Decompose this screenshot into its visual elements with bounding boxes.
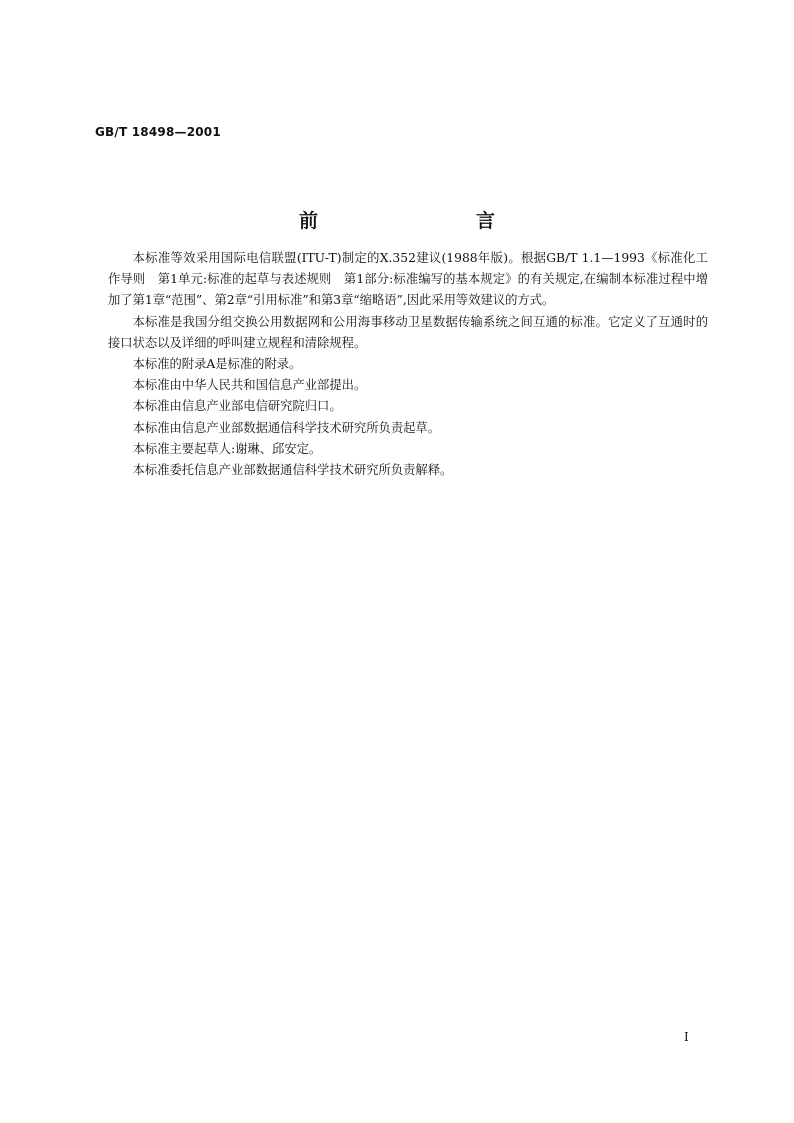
paragraph-scope: 本标准是我国分组交换公用数据网和公用海事移动卫星数据传输系统之间互通的标准。它定义了互通时的接口状态以及详细的呼叫建立规程和清除规程。 (108, 314, 708, 350)
paragraph-proposed-by: 本标准由中华人民共和国信息产业部提出。 (132, 378, 367, 393)
standard-code: GB/T 18498—2001 (95, 125, 221, 139)
page-number: I (684, 1030, 689, 1044)
paragraph-interpretation: 本标准委托信息产业部数据通信科学技术研究所负责解释。 (132, 463, 453, 478)
paragraph-drafters: 本标准主要起草人:谢琳、邱安定。 (132, 441, 322, 456)
paragraph-centralized-by: 本标准由信息产业部电信研究院归口。 (132, 399, 342, 414)
paragraph-appendix: 本标准的附录A是标准的附录。 (132, 357, 302, 372)
paragraph-adoption: 本标准等效采用国际电信联盟(ITU-T)制定的X.352建议(1988年版)。根据GB/T 1.1—1993《标准化工作导则 第1单元:标准的起草与表述规则 第1部分:标准编写的基本规定》的有关规定,在编制本标准过程中增加了第1章“范围”、第2章“引用标准”和第3章“缩略语”,因此采用等效建议的方式。 (108, 251, 708, 308)
paragraph-drafted-by: 本标准由信息产业部数据通信科学技术研究所负责起草。 (132, 420, 441, 435)
foreword-body (108, 248, 708, 481)
page-title: 前 言 (298, 210, 535, 232)
